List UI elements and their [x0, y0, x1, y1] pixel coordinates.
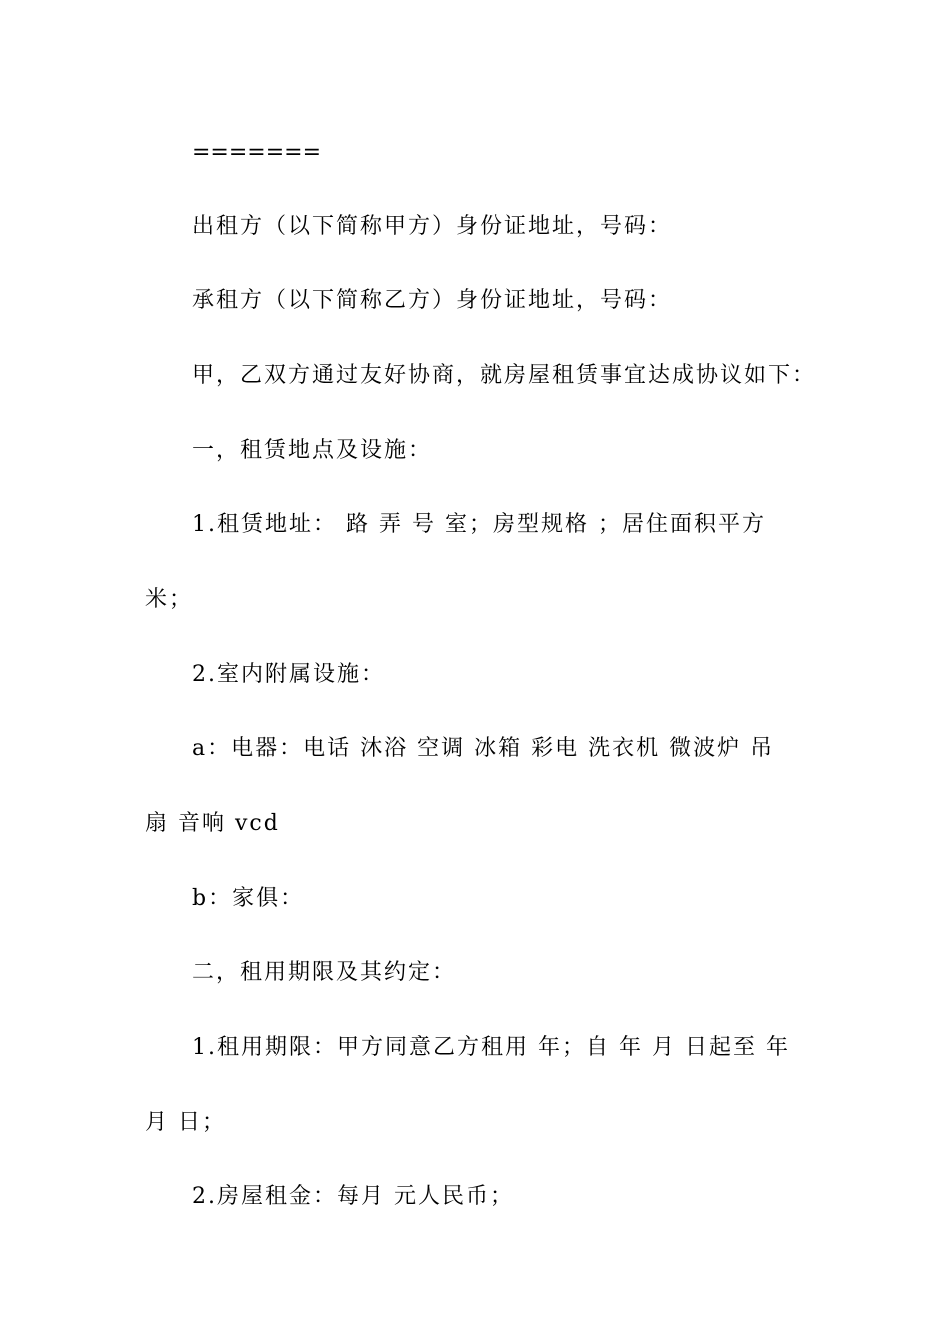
rent-line: 2.房屋租金：每月 元人民币；	[192, 1184, 514, 1209]
section-one-heading: 一，租赁地点及设施：	[192, 438, 433, 463]
appliances-continuation: 扇 音响 vcd	[145, 811, 280, 836]
lessee-line: 承租方（以下简称乙方）身份证地址，号码：	[192, 288, 673, 313]
rental-address-continuation: 米；	[145, 587, 194, 612]
appliances-line: a：电器：电话 沐浴 空调 冰箱 彩电 洗衣机 微波炉 吊	[192, 736, 775, 761]
section-two-heading: 二，租用期限及其约定：	[192, 960, 457, 985]
lease-term-continuation: 月 日；	[145, 1110, 226, 1135]
rental-address-line: 1.租赁地址： 路 弄 号 室；房型规格 ；居住面积平方	[192, 512, 766, 537]
furniture-line: b：家俱：	[192, 886, 305, 911]
agreement-intro-line: 甲，乙双方通过友好协商，就房屋租赁事宜达成协议如下：	[192, 363, 817, 388]
indoor-facilities-line: 2.室内附属设施：	[192, 662, 385, 687]
lease-term-line: 1.租用期限：甲方同意乙方租用 年；自 年 月 日起至 年	[192, 1035, 790, 1060]
lessor-line: 出租方（以下简称甲方）身份证地址，号码：	[192, 214, 673, 239]
separator-line: =======	[192, 140, 322, 165]
